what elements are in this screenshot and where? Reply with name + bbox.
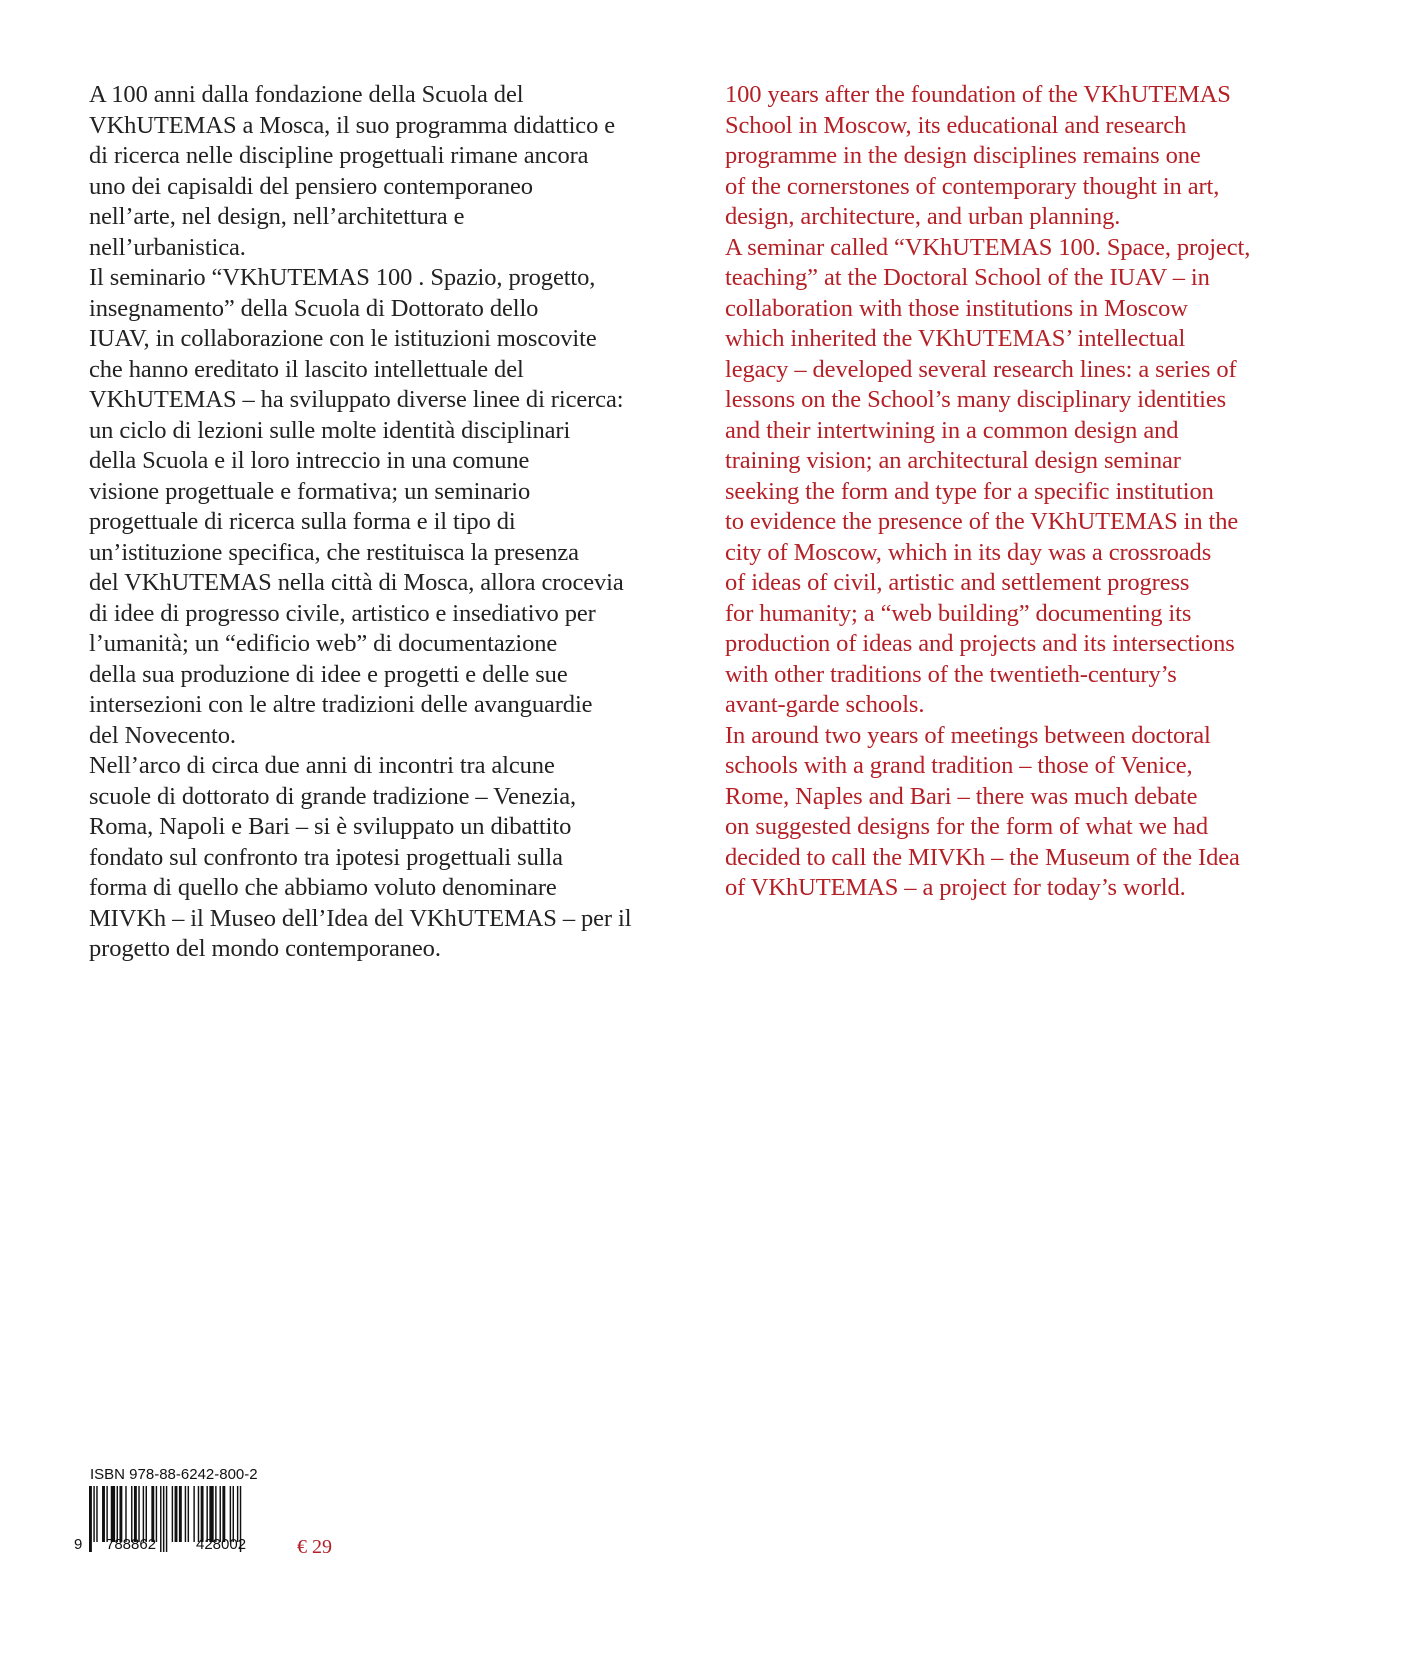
barcode-bar	[138, 1486, 139, 1542]
italian-text-line: forma di quello che abbiamo voluto denominare	[89, 874, 557, 901]
italian-text-line: l’umanità; un “edificio web” di documentazione	[89, 630, 558, 657]
italian-text-line: Nell’arco di circa due anni di incontri tra alcune	[89, 752, 555, 779]
barcode-bar	[193, 1486, 194, 1542]
english-text-line: of VKhUTEMAS – a project for today’s world.	[725, 874, 1186, 901]
barcode-bar	[222, 1486, 225, 1542]
barcode-bar	[185, 1486, 186, 1542]
italian-text-line: VKhUTEMAS a Mosca, il suo programma didattico e	[89, 111, 616, 139]
english-text-line: which inherited the VKhUTEMAS’ intellectual	[725, 325, 1186, 352]
english-text-line: programme in the design disciplines remains one	[725, 142, 1201, 169]
italian-text-line: progetto del mondo contemporaneo.	[89, 935, 441, 962]
barcode-bar	[166, 1486, 167, 1552]
italian-text-line: progettuale di ricerca sulla forma e il tipo di	[89, 508, 516, 535]
italian-text-line: di idee di progresso civile, artistico e insediativo per	[89, 599, 596, 627]
english-text-line: lessons on the School’s many disciplinary identities	[725, 386, 1227, 413]
english-text-line: city of Moscow, which in its day was a crossroads	[725, 538, 1212, 566]
barcode-bar	[163, 1486, 164, 1552]
english-text-line: avant-garde schools.	[725, 691, 925, 718]
english-text-line: schools with a grand tradition – those of Venice,	[725, 752, 1193, 779]
barcode-bar	[220, 1486, 221, 1542]
italian-text-line: un’istituzione specifica, che restituisca la presenza	[89, 538, 579, 566]
barcode-bar	[175, 1486, 178, 1542]
english-text-line: decided to call the MIVKh – the Museum of the Idea	[725, 843, 1240, 871]
barcode-bar	[237, 1486, 238, 1542]
italian-text-line: del VKhUTEMAS nella città di Mosca, allora crocevia	[89, 569, 624, 596]
italian-text-column	[89, 80, 689, 965]
english-text-line: seeking the form and type for a specific institution	[725, 477, 1214, 505]
english-text-line: 100 years after the foundation of the VKhUTEMAS	[725, 81, 1231, 108]
italian-text-line: della sua produzione di idee e progetti e delle sue	[89, 660, 568, 688]
english-text-line: School in Moscow, its educational and research	[725, 111, 1187, 139]
barcode-bar	[134, 1486, 137, 1542]
english-text-line: with other traditions of the twentieth-century’s	[725, 660, 1177, 688]
barcode-bar	[160, 1486, 161, 1552]
italian-text-line: MIVKh – il Museo dell’Idea del VKhUTEMAS – per il	[89, 904, 632, 932]
english-text-line: design, architecture, and urban planning.	[725, 203, 1121, 230]
barcode-bar	[117, 1486, 118, 1542]
english-text-line: of ideas of civil, artistic and settlement progress	[725, 569, 1190, 596]
italian-text-line: IUAV, in collaborazione con le istituzioni moscovite	[89, 325, 597, 352]
barcode-bar	[215, 1486, 216, 1542]
english-text-line: of the cornerstones of contemporary thought in art,	[725, 172, 1220, 200]
barcode-bar	[93, 1486, 94, 1542]
barcode-bar	[156, 1486, 157, 1542]
italian-text-line: della Scuola e il loro intreccio in una comune	[89, 447, 530, 474]
barcode-bar	[172, 1486, 173, 1542]
barcode-bar	[102, 1486, 105, 1542]
english-text-line: Rome, Naples and Bari – there was much debate	[725, 782, 1198, 810]
price-label: € 29	[297, 1536, 332, 1558]
italian-text-line: di ricerca nelle discipline progettuali rimane ancora	[89, 142, 589, 169]
barcode-bar	[209, 1486, 213, 1542]
english-text-line: for humanity; a “web building” documenting its	[725, 599, 1192, 627]
isbn-barcode	[72, 1466, 302, 1566]
barcode-bar	[89, 1486, 92, 1552]
english-text-column	[725, 80, 1365, 904]
italian-text-line: Roma, Napoli e Bari – si è sviluppato un dibattito	[89, 813, 572, 840]
barcode-bar	[111, 1486, 115, 1542]
barcode-bar	[188, 1486, 189, 1542]
barcode-bar	[119, 1486, 122, 1542]
italian-text-line: nell’urbanistica.	[89, 233, 246, 261]
barcode-bar	[151, 1486, 154, 1542]
italian-text-line: scuole di dottorato di grande tradizione – Venezia,	[89, 782, 577, 810]
italian-text-line: VKhUTEMAS – ha sviluppato diverse linee di ricerca:	[89, 386, 624, 413]
barcode-bar	[125, 1486, 126, 1542]
barcode-bar	[233, 1486, 234, 1542]
italian-text-line: A 100 anni dalla fondazione della Scuola del	[89, 81, 524, 108]
italian-text-line: insegnamento” della Scuola di Dottorato dello	[89, 294, 539, 322]
italian-text-line: del Novecento.	[89, 721, 236, 749]
barcode-digit-first: 9	[74, 1536, 83, 1553]
italian-text-line: che hanno ereditato il lascito intellettuale del	[89, 355, 524, 383]
english-text-line: legacy – developed several research lines: a series of	[725, 355, 1237, 383]
barcode-bar	[96, 1486, 97, 1542]
english-text-line: collaboration with those institutions in Moscow	[725, 294, 1188, 322]
english-text-line: teaching” at the Doctoral School of the IUAV – in	[725, 264, 1210, 291]
english-text-line: and their intertwining in a common design and	[725, 416, 1179, 444]
english-text-line: production of ideas and projects and its intersections	[725, 630, 1235, 657]
italian-text-line: intersezioni con le altre tradizioni delle avanguardie	[89, 691, 593, 718]
english-text-line: training vision; an architectural design seminar	[725, 447, 1181, 474]
barcode-bar	[146, 1486, 147, 1542]
barcode-bar	[143, 1486, 144, 1542]
isbn-label: ISBN 978-88-6242-800-2	[90, 1466, 258, 1483]
barcode-bar	[198, 1486, 199, 1542]
english-text-line: to evidence the presence of the VKhUTEMAS in the	[725, 508, 1239, 535]
italian-text-line: Il seminario “VKhUTEMAS 100 . Spazio, progetto,	[89, 264, 596, 291]
barcode-bar	[106, 1486, 107, 1542]
barcode-bar	[230, 1486, 231, 1542]
barcode-bar	[201, 1486, 204, 1542]
barcode-bar	[206, 1486, 207, 1542]
barcode-digits-left: 788862	[106, 1536, 157, 1553]
italian-text-line: visione progettuale e formativa; un seminario	[89, 477, 531, 505]
barcode-digits-right: 428002	[196, 1536, 247, 1553]
barcode-bar	[179, 1486, 182, 1542]
italian-text-line: fondato sul confronto tra ipotesi progettuali sulla	[89, 843, 563, 871]
italian-text-line: uno dei capisaldi del pensiero contemporaneo	[89, 172, 533, 200]
italian-text-line: nell’arte, nel design, nell’architettura e	[89, 203, 465, 230]
english-text-line: on suggested designs for the form of what we had	[725, 813, 1209, 840]
barcode-bar	[131, 1486, 132, 1542]
english-text-line: In around two years of meetings between doctoral	[725, 721, 1211, 749]
italian-text-line: un ciclo di lezioni sulle molte identità disciplinari	[89, 416, 571, 444]
english-text-line: A seminar called “VKhUTEMAS 100. Space, project,	[725, 233, 1251, 261]
